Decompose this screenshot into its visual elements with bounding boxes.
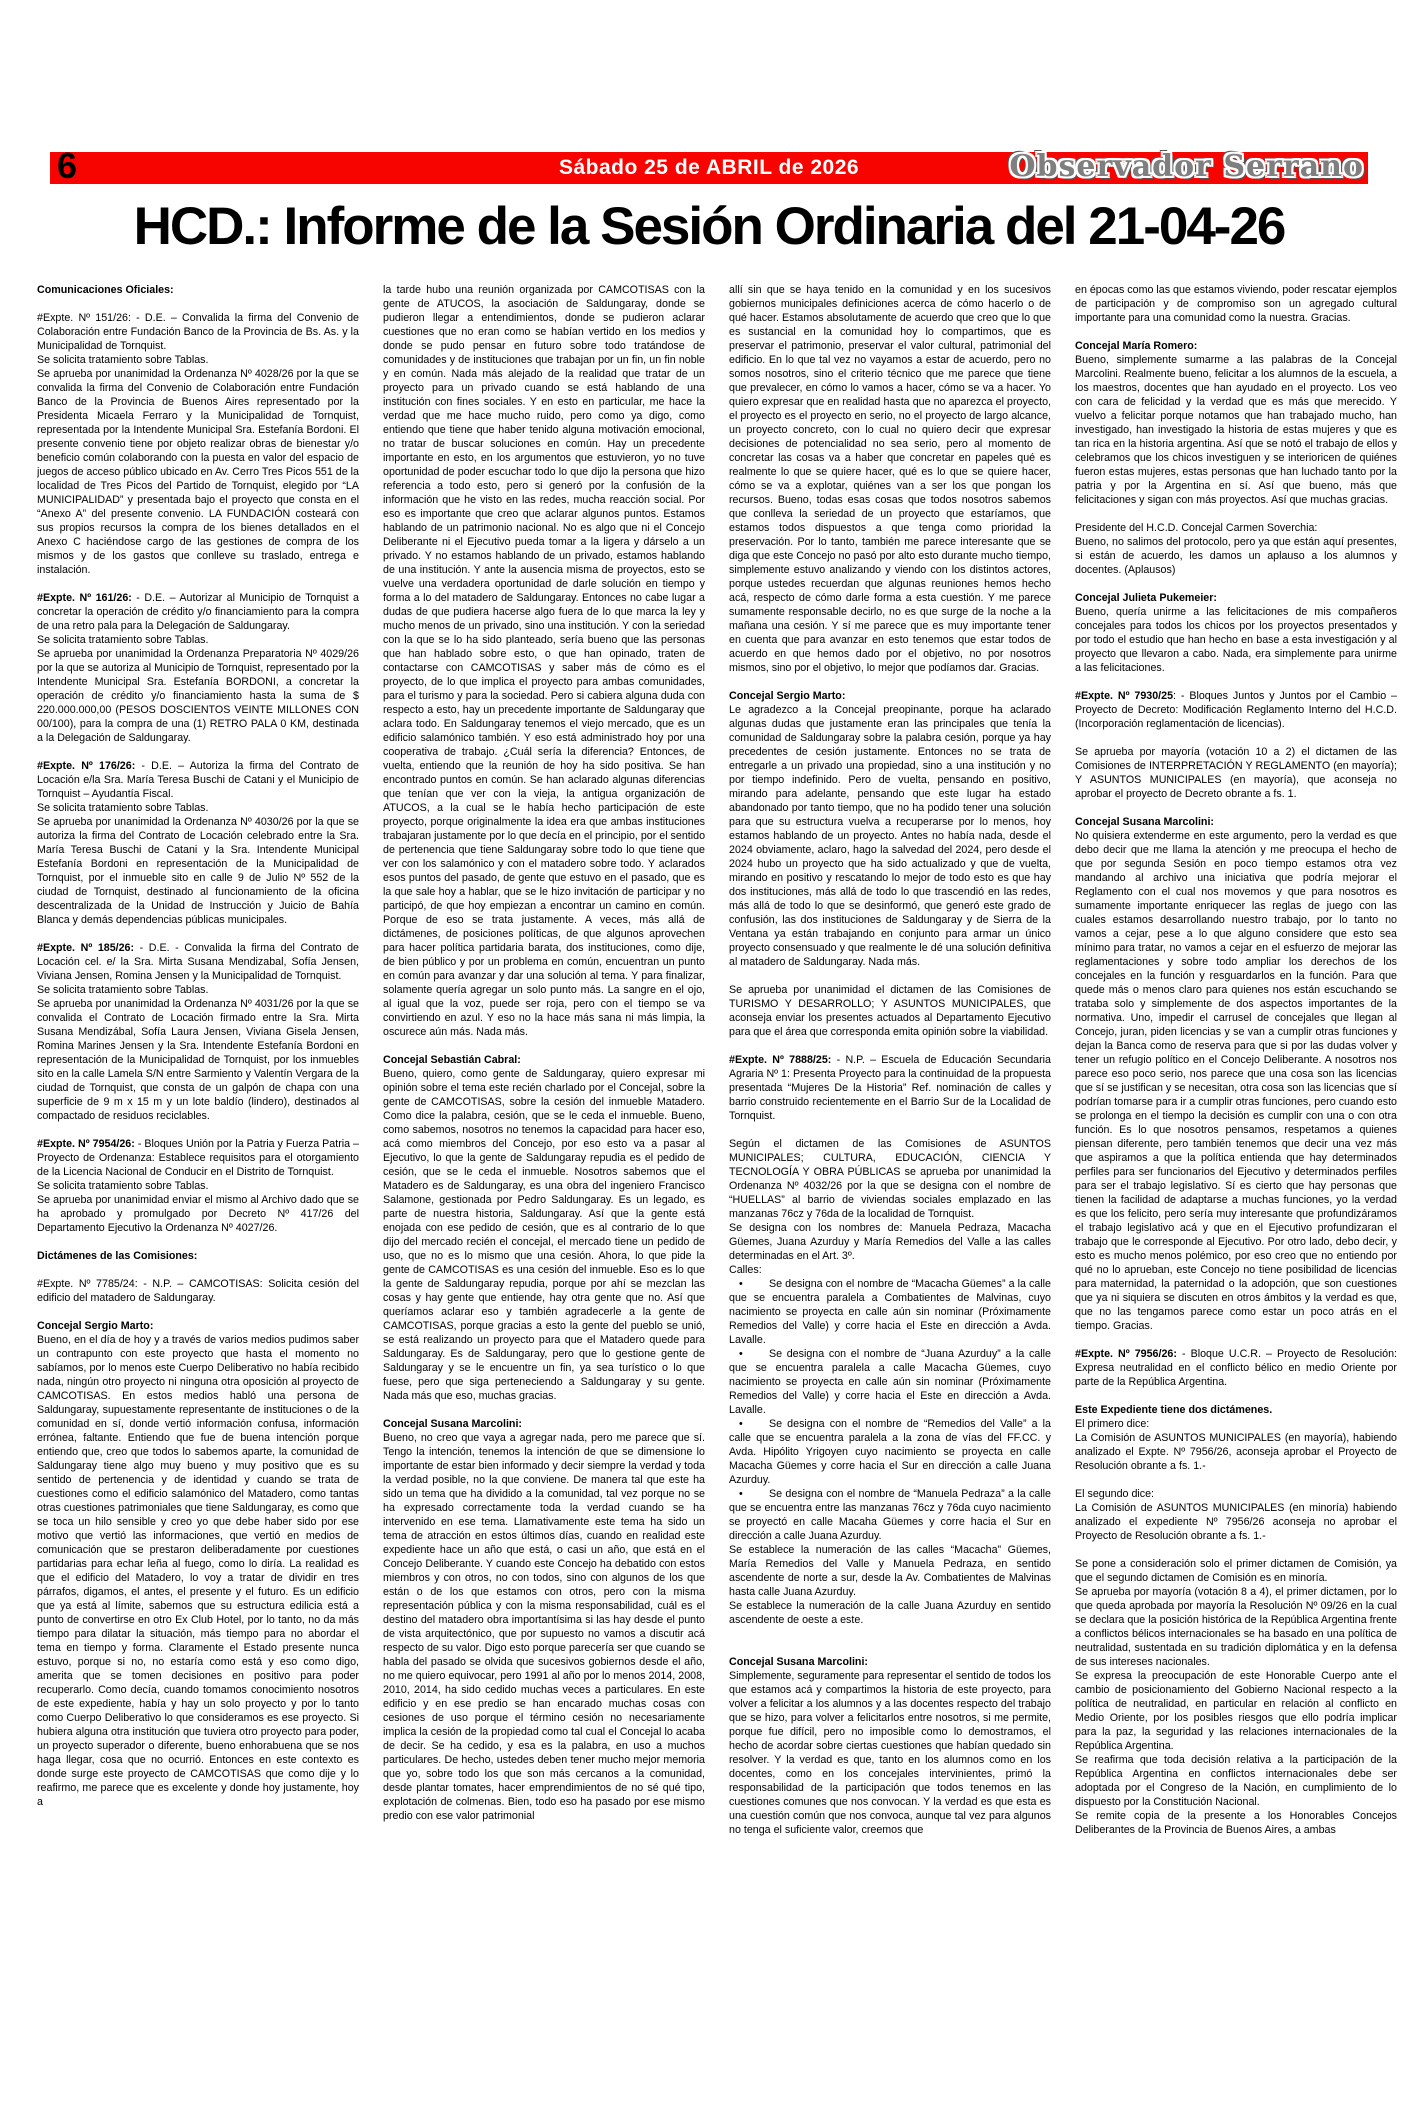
- bullet-icon: •: [739, 1348, 743, 1360]
- paragraph: Se aprueba por unanimidad la Ordenanza Nº 4030/26 por la que se autoriza la firma del Contrato de Locación celebrado entre la Sra. María Teresa Buschi de Catani y la Sra. Intendente Municipal Estefanía Bordoni en representación de la Municipalidad de Tornquist, por el inmueble sito en calle 9 de Julio Nº 552 de la ciudad de Tornquist, destinado al funcionamiento de la oficina descentralizada de la Unidad de Instrucción y Juicio de Bahía Blanca y demás dependencias públicas municipales.: [37, 816, 359, 926]
- bullet-icon: •: [739, 1418, 743, 1430]
- expediente-number: #Expte. Nº 7888/25:: [729, 1054, 832, 1066]
- paragraph: La Comisión de ASUNTOS MUNICIPALES (en mayoría), habiendo analizado el Expte. Nº 7956/26, aconseja aprobar el Proyecto de Resolución obrante a fs. 1.-: [1075, 1432, 1397, 1472]
- list-item: • Se designa con el nombre de “Manuela Pedraza” a la calle que se encuentra entre las manzanas 76cz y 76da cuyo nacimiento se proyectó en calle Macaha Güemes y corre hacia el Sur en dirección a calle Juana Azurduy.: [729, 1488, 1051, 1542]
- section-heading: Concejal Susana Marcolini:: [729, 1656, 868, 1668]
- expediente-number: #Expte. Nº 7956/26:: [1075, 1348, 1177, 1360]
- paragraph: Bueno, quiero, como gente de Saldungaray, quiero expresar mi opinión sobre el tema este recién charlado por el Concejal, sobre la gente de CAMCOTISAS, sobre la cesión del inmueble Matadero. Como dice la palabra, cesión, que se le ceda el inmueble. Bueno, como sabemos, nosotros no tenemos la capacidad para hacer eso, acá como miembros del Concejo, por eso esto va a pasar al Ejecutivo, lo que la gente de Saldungaray repudia es el pedido de cesión, que se le ceda el inmueble. Nosotros sabemos que el Matadero es de Saldungaray, es una obra del ingeniero Francisco Salamone, gestionada por Pedro Saldungaray. Es un legado, es parte de nuestra historia, Saldungaray. Así que la gente está enojada con ese pedido de cesión, que es al contrario de lo que dijo del mercado recién el concejal, el mercado tiene un pedido de uso, que no es lo mismo que una cesión. Ahora, lo que pide la gente de CAMCOTISAS es una cesión del inmueble. Eso es lo que la gente de Saldungaray repudia, porque por ahí se mezclan las cosas y hay gente que entiende, hay otra gente que no. Así que queríamos aclarar eso y también agradecerle a la gente de CAMCOTISAS, porque gracias a esto la gente del pueblo se unió, se está realizando un proyecto para que el Matadero quede para Saldungaray. Es de Saldungaray, pero que lo gestione gente de Saldungaray y se le encuentre un fin, ya sea turístico o lo que fuese, pero que siga perteneciendo a Saldungaray y su gente. Nada más que eso, muchas gracias.: [383, 1068, 705, 1402]
- list-item: • Se designa con el nombre de “Remedios del Valle” a la calle que se encuentra paralela a la zona de vías del FF.CC. y Avda. Hipólito Yrigoyen cuyo nacimiento se proyecta en calle Macacha Güemes y corre hacia el Sur en dirección a calle Juana Azurduy.: [729, 1418, 1051, 1486]
- section-heading: Dictámenes de las Comisiones:: [37, 1250, 198, 1262]
- section-heading: Este Expediente tiene dos dictámenes.: [1075, 1404, 1273, 1416]
- edition-date: Sábado 25 de ABRIL de 2026: [558, 156, 860, 179]
- list-item: • Se designa con el nombre de “Macacha Güemes” a la calle que se encuentra paralela a Combatientes de Malvinas, cuyo nacimiento se proyecta en calle aún sin nominar (Próximamente Remedios del Valle) y corre hacia el Este en dirección a Avda. Lavalle.: [729, 1278, 1051, 1346]
- paragraph: El primero dice:: [1075, 1418, 1150, 1430]
- paragraph: Se aprueba por unanimidad la Ordenanza Preparatoria Nº 4029/26 por la que se autoriza al Municipio de Tornquist, representado por la Intendente Municipal Sra. Estefanía BORDONI, a concretar la operación de crédito y/o financiamiento hasta la suma de $ 220.000.000,00 (PESOS DOSCIENTOS VEINTE MILLONES CON 00/100), para la compra de una (1) RETRO PALA 0 KM, destinada a la Delegación de Saldungaray.: [37, 648, 359, 744]
- paragraph: la tarde hubo una reunión organizada por CAMCOTISAS con la gente de ATUCOS, la asociación de Saldungaray, donde se pudieron llegar a entendimientos, donde se pudieron aclarar cuestiones que no eran como se habían vertido en los medios y donde se pudo pensar en futuro sobre todo tratándose de comunidades y de instituciones que trabajan por un fin, un fin noble y en común. Nada más alejado de la realidad que tratar de un proyecto para un privado cuando se está hablando de una institución con fines sociales. Y en esto en particular, me hace la verdad que me hace mucho ruido, pero como ya digo, como entiendo que tiene que haber tenido alguna motivación emocional, no tratar de buscar soluciones en común. Hay un precedente importante en esto, en los argumentos que estuvieron, yo no tuve oportunidad de poder escuchar todo lo que dijo la persona que hizo referencia a todo esto, pero si generó por la confusión de la información que he visto en las redes, mucha reacción social. Por eso es importante que creo que aclarar algunos puntos. Estamos hablando de un patrimonio nacional. No es algo que ni el Concejo Deliberante ni el Ejecutivo pueda tomar a la ligera y dárselo a un privado. Y no estamos hablando de un privado, estamos hablando de una institución. Y ante la ausencia misma de proyectos, esto se vuelve una verdadera oportunidad de darle solución en tiempo y forma a lo del matadero de Saldungaray. Entonces no cabe lugar a dudas de que pudiera hacerse algo fuera de lo que marca la ley y mucho menos de un privado, sino una institución. Y con la seriedad con la que se lo ha sido planteado, sería bueno que las personas que han hablado sobre esto, o que han opinado, traten de contactarse con CAMCOTISAS y saber más de cómo es el proyecto, de lo que implica el proyecto para ambas comunidades, para el turismo y para la sociedad. Pero si cabiera alguna duda con respecto a esto, hay un precedente importante de Saldungaray que aclara todo. En Saldungaray tenemos el viejo mercado, que es un edificio salamónico también. Y eso está administrado hoy por una cooperativa de trabajo. ¿Cuál sería la diferencia? Entonces, de vuelta, entiendo que la reunión de hoy ha sido positiva. Se han encontrado puntos en común. Se han aclarado algunas diferencias que tenían que ver con la vieja, la antigua organización de ATUCOS, a la cual se le había hecho participación de este proyecto, porque originalmente la idea era que ambas instituciones trabajaran justamente por lo que decía en el principio, por el sentido de pertenencia que tiene Saldungaray sobre todo lo que tiene que ver con los salamónico y con el matadero sobre todo. Y aclarados esos puntos del pasado, de gente que estuvo en el pasado, que es la que sale hoy a hablar, que se le hizo invitación de participar y no participó, de que hoy empiezan a encontrar un camino en común. Porque de eso se trata justamente. A veces, más allá de dictámenes, de posiciones políticas, de que algunos aprovechen para hacer política partidaria barata, dos instituciones, como dije, de bien público y por un problema en común, encuentran un punto en común para avanzar y dar una solución al tema. Y para finalizar, solamente quería agregar un solo punto más. La sangre en el ojo, al igual que la voz, puede ser roja, pero con el tiempo se va convirtiendo en azul. Y eso no la hace más sana ni más limpia, la oscurece aún más. Nada más.: [383, 284, 705, 1038]
- paragraph: Se solicita tratamiento sobre Tablas.: [37, 1180, 209, 1192]
- section-heading: Concejal Sergio Marto:: [37, 1320, 154, 1332]
- paragraph: Bueno, no creo que vaya a agregar nada, pero me parece que sí. Tengo la intención, tenemos la intención de que se dimensione lo importante de estar bien informado y decir siempre la verdad y toda la verdad posible, no la que conviene. De manera tal que este ha sido un tema que ha dividido a la comunidad, tal vez porque no se ha expresado correctamente toda la verdad cuando se ha intervenido en ese tema. Llamativamente este tema ha sido un tema de atracción en estos últimos días, cuando en realidad este expediente hace un año que está, o casi un año, que está en el Concejo Deliberante. Y cuando este Concejo ha debatido con estos miembros y con otros, no con todos, sino con algunos de los que están o de los que estamos con otros, pero con la misma representación pública y con la misma responsabilidad, cuál es el destino del matadero obra importantísima si las hay desde el punto de vista arquitectónico, que por supuesto no vamos a discutir acá respecto de su valor. Digo esto porque parecería ser que cuando se habla del pasado se olvida que sucesivos gobiernos desde el año, no me quiero equivocar, pero 1991 al año por lo menos 2014, 2008, 2010, 2014, ha sido cedido muchas veces a particulares. En este edificio y en ese predio se han encarado muchas cosas con cesiones de uso porque el término cesión no necesariamente implica la cesión de la propiedad como tal cual el Concejal lo acaba de decir. Se ha cedido, y esa es la palabra, en uso a muchos particulares. De hecho, ustedes deben tener mucho mejor memoria que yo, sobre todo los que son más cercanos a la comunidad, desde plantar tomates, hacer emprendimientos de no sé qué tipo, explotación de colmenas. Bien, todo eso ha pasado por ese mismo predio con ese valor patrimonial: [383, 1432, 705, 1822]
- section-heading: Concejal Susana Marcolini:: [1075, 816, 1214, 828]
- paragraph: Calles:: [729, 1264, 762, 1276]
- paragraph: Bueno, quería unirme a las felicitaciones de mis compañeros concejales para todos los chicos por los proyectos presentados y por todo el estudio que han hecho en base a esta investigación y al proyecto que llevaron a cabo. Nada, era simplemente para unirme a las felicitaciones.: [1075, 606, 1397, 674]
- paragraph: #Expte. Nº 7954/26: - Bloques Unión por la Patria y Fuerza Patria – Proyecto de Ordenanza: Establece requisitos para el otorgamiento de la Licencia Nacional de Conducir en el Distrito de Tornquist.: [37, 1138, 359, 1178]
- paragraph: Se establece la numeración de la calle Juana Azurduy en sentido ascendente de oeste a este.: [729, 1600, 1051, 1626]
- paragraph: Se aprueba por unanimidad el dictamen de las Comisiones de TURISMO Y DESARROLLO; Y ASUNTOS MUNICIPALES, que aconseja enviar los presentes actuados al Departamento Ejecutivo para que el área que corresponda emita opinión sobre la viabilidad.: [729, 984, 1051, 1038]
- paragraph: Se designa con los nombres de: Manuela Pedraza, Macacha Güemes, Juana Azurduy y María Remedios del Valle a las calles determinadas en el Art. 3º.: [729, 1222, 1051, 1262]
- paragraph: Simplemente, seguramente para representar el sentido de todos los que estamos acá y compartimos la historia de este proyecto, para volver a felicitar a los alumnos y a las docentes respecto del trabajo que se hizo, para volver a felicitarlos entre nosotros, si me permite, porque fue difícil, pero no imposible como lo demostramos, el hecho de acordar sobre ciertas cuestiones que habían quedado sin resolver. Y la verdad es que, tanto en los alumnos como en los docentes, como en los concejales intervinientes, primó la responsabilidad de la participación que todos tenemos en las cuestiones comunes que nos convocan. Y la verdad es que esta es una cuestión común que nos convoca, aunque tal vez para algunos no tenga el suficiente valor, creemos que: [729, 1670, 1051, 1836]
- paragraph: Se aprueba por unanimidad la Ordenanza Nº 4031/26 por la que se convalida el Contrato de Locación firmado entre la Sra. Mirta Susana Mendizábal, Sofía Laura Jensen, Viviana Gisela Jensen, Romina Marines Jensen y la Sra. Intendente Estefanía Bordoni en representación de la Municipalidad de Tornquist, por los inmuebles sito en la calle Lamela S/N entre Sarmiento y Valentín Vergara de la ciudad de Tornquist, que consta de un galpón de chapa con una superficie de 9 m x 15 m y un lote baldío (lindero), destinados al compactado de residuos reciclables.: [37, 998, 359, 1122]
- paragraph: No quisiera extenderme en este argumento, pero la verdad es que debo decir que me llama la atención y me preocupa el hecho de que por segunda Sesión en poco tiempo estamos otra vez mandando al archivo una iniciativa que podría mejorar el Reglamento con el cual nos movemos y que para nosotros es sumamente importante enriquecer las reglas de juego con las cuales estamos desarrollando nuestro trabajo, por lo tanto no vamos a cejar, pese a lo que alguno considere que esto sea mínimo para tratar, no vamos a cejar en el esfuerzo de mejorar las reglamentaciones y sobre todo ampliar los derechos de los concejales en la función y resguardarlos en la función. Para que quede más o menos claro para quienes nos están escuchando se trataba solo y simplemente de dos aspectos importantes de la normativa. Uno, impedir el carrusel de concejales que llegan al Concejo, juran, piden licencias y se van a cumplir otras funciones y dejan la Banca como de reserva para que si por las dudas volver y tener un refugio político en el Concejo Deliberante. A nosotros nos parece eso poco serio, nos parece que una cosa son las licencias que sí se justifican y se necesitan, otra cosa son las licencias que sí podrían tomarse para ir a cumplir otras funciones, pero cuando esto se prolonga en el tiempo la decisión es cumplir con una o con otra función. Es lo que nosotros pensamos, respetamos a quienes piensan diferente, pero también tenemos que decir una vez más que aspiramos a que la política entienda que hay determinados perfiles para ser funcionarios del Ejecutivo y determinados perfiles para ser el trabajo legislativo. Sí es cierto que hay personas que tienen la facilidad de adaptarse a muchas funciones, yo la verdad es que los felicito, pero sería muy interesante que profundizáramos el trabajo legislativo acá y que en el Ejecutivo profundizaran el trabajo que le corresponde al Ejecutivo. Por otro lado, debo decir, y esto es mucho menos polémico, por eso creo que no entiendo por qué no lo aprueban, este Concejo no tiene posibilidad de licencias para maternidad, la paternidad o la adopción, que son cuestiones que ya ni siquiera se discuten en otros ámbitos y la verdad es que, que no las tengamos parece como estar un poco atrás en el tiempo. Gracias.: [1075, 830, 1397, 1332]
- section-heading: Concejal María Romero:: [1075, 340, 1198, 352]
- paragraph: Se remite copia de la presente a los Honorables Concejos Deliberantes de la Provincia de Buenos Aires, a ambas: [1075, 1810, 1397, 1836]
- paragraph: Se aprueba por unanimidad enviar el mismo al Archivo dado que se ha aprobado y promulgado por Decreto Nº 417/26 del Departamento Ejecutivo la Ordenanza Nº 4027/26.: [37, 1194, 359, 1234]
- paragraph: #Expte. Nº 176/26: - D.E. – Autoriza la firma del Contrato de Locación e/la Sra. María Teresa Buschi de Catani y el Municipio de Tornquist – Ayudantía Fiscal.: [37, 760, 359, 800]
- bullet-icon: •: [739, 1488, 743, 1500]
- paragraph: en épocas como las que estamos viviendo, poder rescatar ejemplos de participación y de compromiso son un agregado cultural importante para una comunidad como la nuestra. Gracias.: [1075, 284, 1397, 324]
- bullet-icon: •: [739, 1278, 743, 1290]
- article-body: [37, 283, 1397, 2073]
- text-column-3: [729, 283, 1051, 2073]
- paragraph: Se solicita tratamiento sobre Tablas.: [37, 634, 209, 646]
- paragraph: #Expte. Nº 7956/26: - Bloque U.C.R. – Proyecto de Resolución: Expresa neutralidad en el conflicto bélico en medio Oriente por parte de la República Argentina.: [1075, 1348, 1397, 1388]
- paragraph: #Expte. Nº 7930/25: - Bloques Juntos y Juntos por el Cambio – Proyecto de Decreto: Modificación Reglamento Interno del H.C.D. (Incorporación reglamentación de licencias).: [1075, 690, 1397, 730]
- section-heading: Concejal Susana Marcolini:: [383, 1418, 522, 1430]
- text-column-1: [37, 283, 359, 2073]
- section-heading: Concejal Sebastián Cabral:: [383, 1054, 521, 1066]
- paragraph: Según el dictamen de las Comisiones de ASUNTOS MUNICIPALES; CULTURA, EDUCACIÓN, CIENCIA Y TECNOLOGÍA Y OBRA PÚBLICAS se aprueba por unanimidad la Ordenanza Nº 4032/26 por la que se designa con el nombre de “HUELLAS” al barrio de viviendas sociales emplazado en las manzanas 76cz y 76da de la localidad de Tornquist.: [729, 1138, 1051, 1220]
- paragraph: La Comisión de ASUNTOS MUNICIPALES (en minoría) habiendo analizado el expediente Nº 7956/26 aconseja no aprobar el Proyecto de Resolución obrante a fs. 1.-: [1075, 1502, 1397, 1542]
- expediente-number: #Expte. Nº 161/26:: [37, 592, 132, 604]
- paragraph: Se establece la numeración de las calles “Macacha” Güemes, María Remedios del Valle y Manuela Pedraza, en sentido ascendente de norte a sur, desde la Av. Combatientes de Malvinas hasta calle Juana Azurduy.: [729, 1544, 1051, 1598]
- text-column-4: [1075, 283, 1397, 2073]
- expediente-number: #Expte. Nº 7954/26:: [37, 1138, 135, 1150]
- paragraph: #Expte. Nº 185/26: - D.E. - Convalida la firma del Contrato de Locación cel. e/ la Sra. Mirta Susana Mendizabal, Sofía Jensen, Viviana Jensen, Romina Jensen y la Municipalidad de Tornquist.: [37, 942, 359, 982]
- paragraph: #Expte. Nº 161/26: - D.E. – Autorizar al Municipio de Tornquist a concretar la operación de crédito y/o financiamiento para la compra de una retro pala para la Delegación de Saldungaray.: [37, 592, 359, 632]
- section-heading: Comunicaciones Oficiales:: [37, 284, 174, 296]
- paragraph: Le agradezco a la Concejal preopinante, porque ha aclarado algunas dudas que justamente eran las principales que tenía la comunidad de Saldungaray sobre la palabra cesión, porque ya hay precedentes de cesión justamente. Entonces no se trata de entregarle a un privado una propiedad, sino a una institución y no por tiempo indefinido. Pero de vuelta, pensando en positivo, mirando para adelante, pensando que este lugar ha estado abandonado por tanto tiempo, que no ha podido tener una solución para que su estructura vuelva a recuperarse por lo menos, hoy estamos hablando de un proyecto. Antes no había nada, desde el 2024 obviamente, aclaro, hago la salvedad del 2024, pero desde el 2024 hubo un proyecto que ha sido actualizado y que de vuelta, mirando en positivo y rescatando lo mejor de todo esto es que hay dos instituciones, más allá de todo lo que trascendió en las redes, más allá de todo lo que se desinformó, que generó este grado de confusión, las dos instituciones de Saldungaray y de Sierra de la Ventana ya están trabajando en conjunto para armar un único proyecto consensuado y que realmente le dé una solución definitiva al matadero de Saldungaray. Nada más.: [729, 704, 1051, 968]
- expediente-number: #Expte. Nº 7930/25: [1075, 690, 1174, 702]
- paragraph: #Expte. Nº 7785/24: - N.P. – CAMCOTISAS: Solicita cesión del edificio del matadero de Saldungaray.: [37, 1278, 359, 1304]
- paragraph: Se solicita tratamiento sobre Tablas.: [37, 984, 209, 996]
- paragraph: Se solicita tratamiento sobre Tablas.: [37, 802, 209, 814]
- paragraph: Bueno, no salimos del protocolo, pero ya que están aquí presentes, si están de acuerdo, les damos un aplauso a los alumnos y docentes. (Aplausos): [1075, 536, 1397, 576]
- paragraph: allí sin que se haya tenido en la comunidad y en los sucesivos gobiernos municipales definiciones acerca de cómo hacerlo o de qué hacer. Estamos absolutamente de acuerdo que creo que lo que es sustancial en la comunidad hoy lo compartimos, que es preservar el patrimonio, preservar el valor cultural, patrimonial del edificio. En lo que tal vez no vayamos a estar de acuerdo, pero no somos nosotros, sino el criterio técnico que me parece que tiene que prevalecer, en cómo lo vamos a hacer, cómo se va a hacer. Yo quiero expresar que en realidad hasta que no aparezca el proyecto, el proyecto es el proyecto en serio, no el proyecto de largo alcance, un proyecto concreto, con lo cual no quiero decir que expresar decisiones de potencialidad no sea serio, pero al momento de concretar las cosas va a haber que concretar en papeles qué es realmente lo que se quiere hacer, qué es lo que se quiere hacer, cómo se va a explotar, quiénes van a ser los que pongan los recursos. Bueno, todas esas cosas que todos nosotros sabemos que conlleva la seriedad de un proyecto que estaríamos, que estamos todos dispuestos a que tenga como prioridad la preservación. Por lo tanto, también me parece interesante que se diga que este Concejo no pasó por alto esto durante mucho tiempo, simplemente estuvo analizando y viendo con los distintos actores, porque ustedes recuerdan que algunas reuniones hemos hecho acá, respecto de cómo darle forma a esta cuestión. Y me parece sumamente responsable decirlo, no es que surge de la noche a la mañana una cesión. Y sí me parece que es muy importante tener en cuenta que para avanzar en esto tenemos que estar todos de acuerdo en que hemos dado por el objetivo, no por nosotros mismos, sino por el objetivo, lo mejor que podíamos dar. Gracias.: [729, 284, 1051, 674]
- paragraph: Se aprueba por mayoría (votación 8 a 4), el primer dictamen, por lo que queda aprobada por mayoría la Resolución Nº 09/26 en la cual se declara que la posición histórica de la República Argentina frente a conflictos bélicos internacionales se ha basado en una política de neutralidad, sustentada en su tradición diplomática y en la defensa de sus intereses nacionales.: [1075, 1586, 1397, 1668]
- section-heading: Concejal Julieta Pukemeier:: [1075, 592, 1217, 604]
- paragraph: Se aprueba por mayoría (votación 10 a 2) el dictamen de las Comisiones de INTERPRETACIÓN Y REGLAMENTO (en mayoría); Y ASUNTOS MUNICIPALES (en mayoría), que aconseja no aprobar el proyecto de Decreto obrante a fs. 1.: [1075, 746, 1397, 800]
- section-heading: Concejal Sergio Marto:: [729, 690, 846, 702]
- list-item: • Se designa con el nombre de “Juana Azurduy” a la calle que se encuentra paralela a calle Macacha Güemes, cuyo nacimiento se proyecta en calle aún sin nominar (Próximamente Remedios del Valle) y corre hacia el Este en dirección a Avda. Lavalle.: [729, 1348, 1051, 1416]
- paragraph: Se aprueba por unanimidad la Ordenanza Nº 4028/26 por la que se convalida la firma del Convenio de Colaboración entre Fundación Banco de la Provincia de Buenos Aires representado por la Presidenta Micaela Ferraro y la Municipalidad de Tornquist, representada por la Intendente Municipal Sra. Estefanía Bordoni. El presente convenio tiene por objeto realizar obras de bienestar y/o beneficio común colaborando con la puesta en valor del espacio de juegos de acceso público ubicado en Av. Cerro Tres Picos 551 de la localidad de Tres Picos del Partido de Tornquist, elegido por “LA MUNICIPALIDAD” y presentada bajo el proyecto que consta en el “Anexo A” del presente convenio. LA FUNDACIÓN costeará con sus propios recursos la compra de los bienes detallados en el Anexo C haciéndose cargo de las gestiones de compra de los mismos y de los gastos que conlleve su traslado, entrega e instalación.: [37, 368, 359, 576]
- paragraph: Presidente del H.C.D. Concejal Carmen Soverchia:: [1075, 522, 1318, 534]
- paragraph: #Expte. Nº 151/26: - D.E. – Convalida la firma del Convenio de Colaboración entre Fundación Banco de la Provincia de Bs. As. y la Municipalidad de Tornquist.: [37, 312, 359, 352]
- expediente-number: #Expte. Nº 176/26:: [37, 760, 136, 772]
- paragraph: Se expresa la preocupación de este Honorable Cuerpo ante el cambio de posicionamiento del Gobierno Nacional respecto a la política de neutralidad, en particular en relación al conflicto en Medio Oriente, por los posibles riesgos que ello podría implicar para la paz, la seguridad y las relaciones internacionales de la República Argentina.: [1075, 1670, 1397, 1752]
- paragraph: Se solicita tratamiento sobre Tablas.: [37, 354, 209, 366]
- text-column-2: [383, 283, 705, 2073]
- paragraph: Se pone a consideración solo el primer dictamen de Comisión, ya que el segundo dictamen de Comisión es en minoría.: [1075, 1558, 1397, 1584]
- article-headline: HCD.: Informe de la Sesión Ordinaria del 21-04-26: [133, 197, 1285, 256]
- paragraph: #Expte. Nº 7888/25: - N.P. – Escuela de Educación Secundaria Agraria Nº 1: Presenta Proyecto para la continuidad de la propuesta presentada “Mujeres De la Historia” Ref. nominación de calles y barrio construido recientemente en el Barrio Sur de la Localidad de Tornquist.: [729, 1054, 1051, 1122]
- newspaper-masthead: Observador Serrano: [1009, 149, 1364, 184]
- expediente-number: #Expte. Nº 185/26:: [37, 942, 135, 954]
- paragraph: El segundo dice:: [1075, 1488, 1155, 1500]
- paragraph: Bueno, en el día de hoy y a través de varios medios pudimos saber un contrapunto con este proyecto que hasta el momento no sabíamos, por lo menos este Cuerpo Deliberativo no había recibido nada, ningún otro proyecto ni ninguna otra oposición al proyecto de CAMCOTISAS. En estos medios habló una persona de Saldungaray, supuestamente representante de instituciones o de la comunidad en sí, donde vertió información confusa, información errónea, faltante. Entiendo que fue de buena intención porque entiendo que, creo que todos lo sabemos aparte, la comunidad de Saldungaray tiene algo muy bueno y muy positivo que es su sentido de pertenencia y de identidad y cuando se trata de cuestiones como el edificio salamónico del Matadero, como tantas otras cuestiones patrimoniales que tiene Saldungaray, es como que se toca un hilo sensible y creo yo que debe haber sido por ese motivo que vertió las informaciones, que vertió en medios de comunicación que se prestaron deliberadamente por cuestiones partidarias para echar leña al fuego, como lo diría. La realidad es que el edificio del Matadero, lo voy a tratar de dividir en tres párrafos, digamos, el antes, el presente y el futuro. Es un edificio que ya está al límite, sabemos que su estructura edilicia está a punto de convertirse en otro Ex Club Hotel, por lo tanto, no da más tiempo para dilatar la situación, más tiempo para no abordar el tema en tiempo y forma. Claramente el Estado presente nunca estuvo, porque si no, no estaría como está y eso como digo, amerita que se tomen decisiones en positivo para poder recuperarlo. Como decía, cuando tomamos conocimiento nosotros de este expediente, había y hay un solo proyecto y por lo tanto como Cuerpo Deliberativo lo que consideramos es ese proyecto. Si hubiera alguna otra institución que tuviera otro proyecto para poder, un proyecto superador o diferente, bueno enhorabuena que se nos haga llegar, cosa que no ocurrió. Entonces en este contexto es donde surge este proyecto de CAMCOTISAS que como dije y lo reafirmo, me parece que es excelente y donde hoy justamente, hoy a: [37, 1334, 359, 1808]
- page-number: 6: [57, 145, 78, 186]
- paragraph: Se reafirma que toda decisión relativa a la participación de la República Argentina en conflictos internacionales debe ser adoptada por el Congreso de la Nación, en cumplimiento de lo dispuesto por la Constitución Nacional.: [1075, 1754, 1397, 1808]
- paragraph: Bueno, simplemente sumarme a las palabras de la Concejal Marcolini. Realmente bueno, felicitar a los alumnos de la escuela, a los maestros, docentes que han ayudado en el proyecto. Los veo con cara de felicidad y la verdad que es más que merecido. Y vuelvo a felicitar porque notamos que han trabajado mucho, han investigado, han investigado la historia de estas mujeres y que es tan rica en la historia argentina. Así que se notó el trabajo de ellos y celebramos que los chicos investiguen y se interioricen de quiénes fueron estas mujeres, estas personas que han luchado tanto por la patria y por la Argentina en sí. Así que bueno, más que felicitaciones y sigan con más proyectos. Así que muchas gracias.: [1075, 354, 1397, 506]
